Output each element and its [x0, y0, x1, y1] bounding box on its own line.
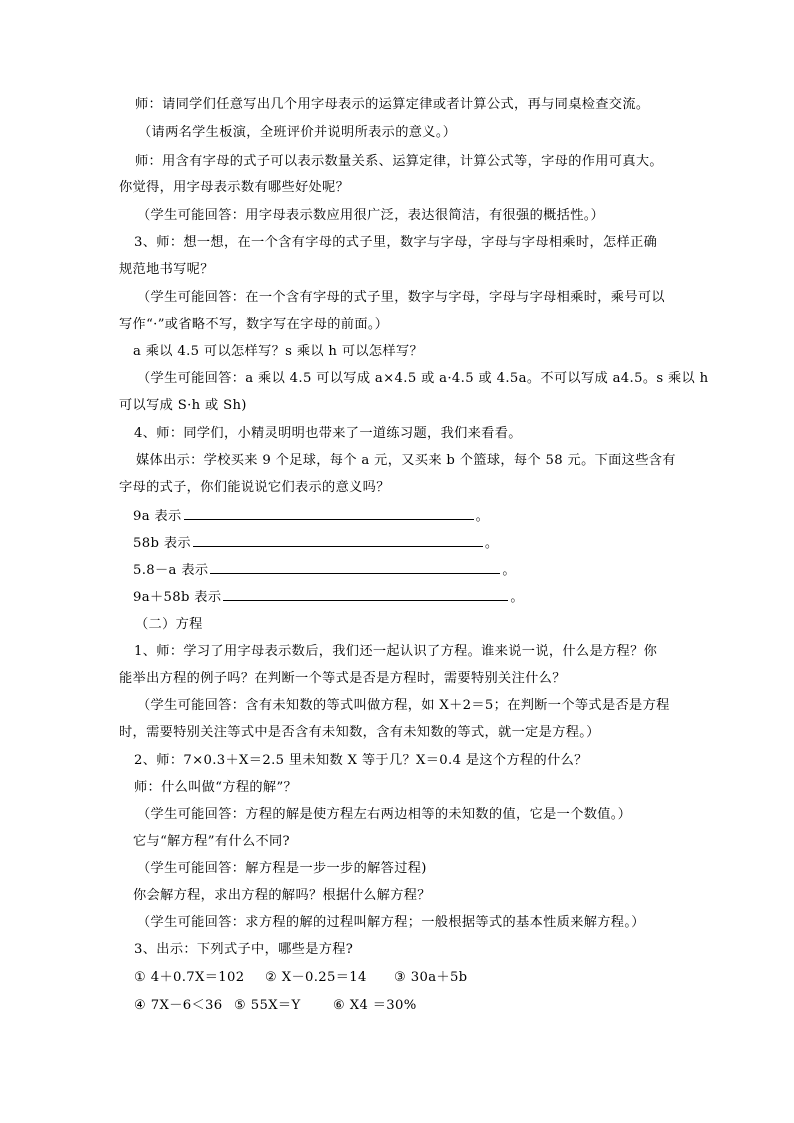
option-item: ④ 7X－6＜36	[134, 998, 223, 1013]
text-line: （学生可能回答：解方程是一步一步的解答过程)	[137, 861, 427, 876]
blank-underline	[223, 588, 508, 601]
text-line: 师：请同学们任意写出几个用字母表示的运算定律或者计算公式，再与同桌检查交流。	[135, 97, 650, 112]
text-line: 字母的式子，你们能说说它们表示的意义吗？	[119, 480, 390, 495]
blank-end: 。	[475, 509, 490, 524]
text-line: 3、出示：下列式子中，哪些是方程?	[134, 942, 354, 957]
blank-line	[133, 588, 524, 607]
text-line: （学生可能回答：用字母表示数应用很广泛，表达很简洁，有很强的概括性。）	[137, 208, 605, 223]
blank-line	[133, 534, 498, 553]
blank-underline	[184, 507, 474, 520]
text-line: （学生可能回答：含有未知数的等式叫做方程，如 X＋2＝5；在判断一个等式是否是方程	[137, 698, 670, 713]
text-line: 媒体出示：学校买来 9 个足球，每个 a 元，又买来 b 个篮球，每个 58 元。下面这些含有	[136, 453, 676, 468]
section-heading: （二）方程	[135, 617, 203, 632]
text-line: （学生可能回答：求方程的解的过程叫解方程；一般根据等式的基本性质来解方程。）	[137, 915, 645, 930]
blank-line	[133, 561, 516, 580]
text-line: 1、师：学习了用字母表示数后，我们还一起认识了方程。谁来说一说，什么是方程？你	[134, 644, 658, 659]
blank-end: 。	[502, 563, 516, 578]
blank-expression: 9a＋58b 表示	[133, 590, 222, 605]
text-line: 它与“解方程”有什么不同?	[133, 834, 290, 849]
text-line: （学生可能回答：方程的解是使方程左右两边相等的未知数的值，它是一个数值。）	[137, 807, 632, 822]
option-item: ⑤ 55X＝Y	[234, 998, 301, 1013]
text-line: 规范地书写呢？	[119, 262, 214, 277]
text-line: 师：什么叫做“方程的解”？	[134, 780, 298, 795]
blank-expression: 58b 表示	[133, 536, 191, 551]
option-item: ⑥ X4 ＝30%	[333, 998, 417, 1013]
option-item: ① 4＋0.7X＝102	[134, 970, 245, 985]
blank-expression: 5.8－a 表示	[133, 563, 209, 578]
text-line: 3、师：想一想，在一个含有字母的式子里，数字与字母，字母与字母相乘时，怎样正确	[134, 235, 658, 250]
text-line: 2、师：7×0.3＋X＝2.5 里未知数 X 等于几？X＝0.4 是这个方程的什么？	[134, 753, 588, 768]
blank-underline	[210, 561, 500, 574]
option-item: ② X－0.25＝14	[265, 970, 367, 985]
text-line: 你觉得，用字母表示数有哪些好处呢？	[119, 180, 350, 195]
blank-line	[133, 507, 489, 526]
text-line: 时，需要特别关注等式中是否含有未知数，含有未知数的等式，就一定是方程。）	[119, 725, 600, 740]
text-line: （学生可能回答：a 乘以 4.5 可以写成 a×4.5 或 a·4.5 或 4.5a。不可以写成 a4.5。s 乘以 h	[137, 371, 709, 386]
text-line: 能举出方程的例子吗？在判断一个等式是否是方程时，需要特别关注什么？	[119, 671, 566, 686]
text-line: 你会解方程，求出方程的解吗？根据什么解方程？	[133, 888, 431, 903]
text-line: 写作“·”或省略不写，数字写在字母的前面。）	[119, 317, 389, 332]
text-line: （学生可能回答：在一个含有字母的式子里，数字与字母，字母与字母相乘时，乘号可以	[137, 290, 665, 305]
text-line: 师：用含有字母的式子可以表示数量关系、运算定律，计算公式等，字母的作用可真大。	[135, 154, 663, 169]
blank-end: 。	[510, 590, 524, 605]
option-item: ③ 30a＋5b	[394, 970, 468, 985]
text-line: a 乘以 4.5 可以怎样写？s 乘以 h 可以怎样写？	[133, 344, 424, 359]
blank-end: 。	[484, 536, 499, 551]
blank-underline	[193, 534, 483, 547]
text-line: 可以写成 S·h 或 Sh)	[119, 398, 247, 413]
blank-expression: 9a 表示	[133, 509, 182, 524]
text-line: 4、师：同学们，小精灵明明也带来了一道练习题，我们来看看。	[134, 426, 522, 441]
text-line: （请两名学生板演，全班评价并说明所表示的意义。）	[138, 125, 457, 140]
